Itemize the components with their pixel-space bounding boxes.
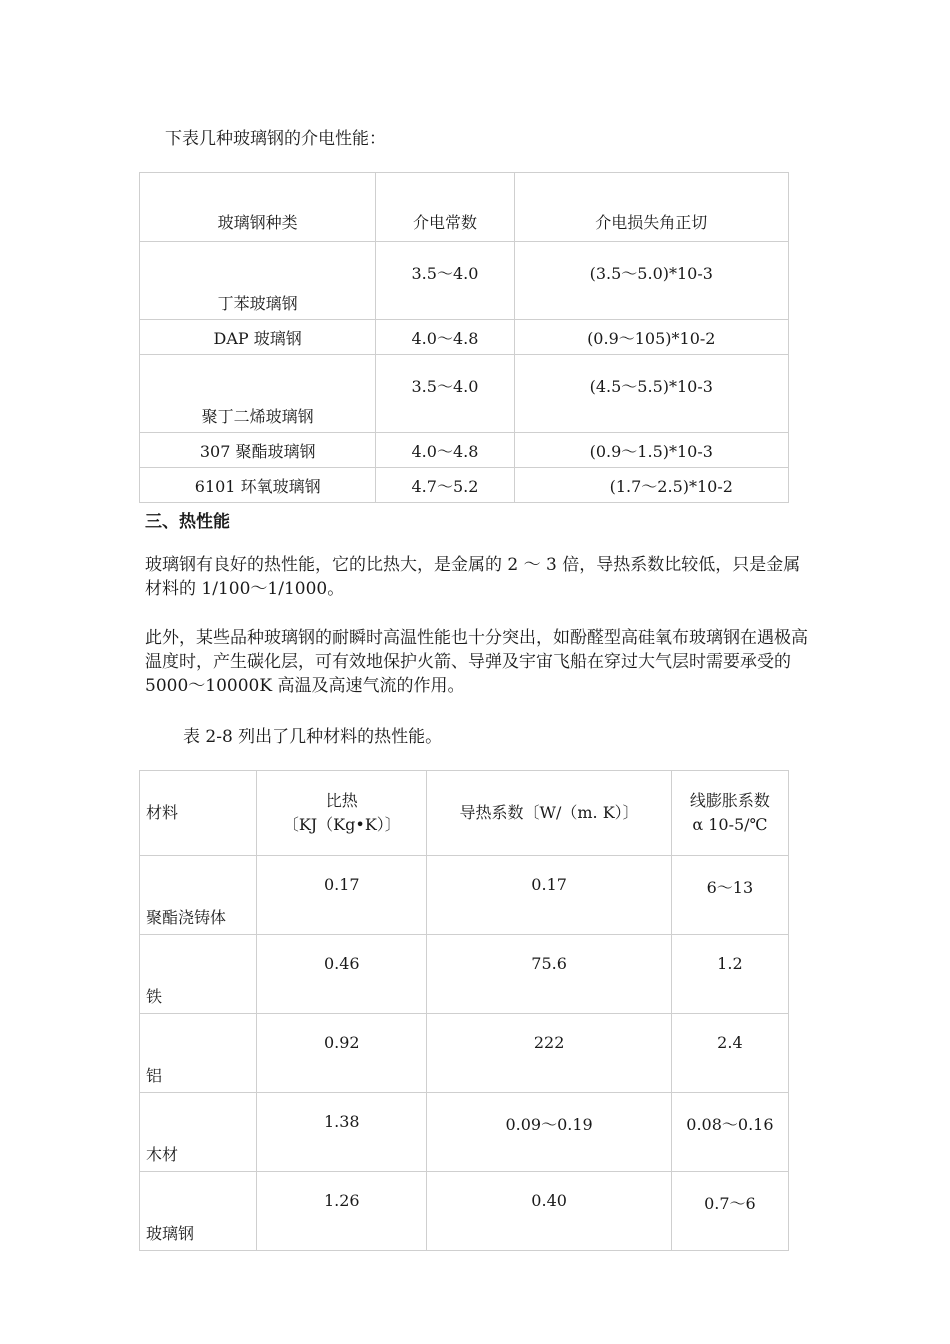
table-caption: 表 2-8 列出了几种材料的热性能。 (183, 727, 443, 747)
paragraph-high-temp: 此外，某些品种玻璃钢的耐瞬时高温性能也十分突出，如酚醛型高硅氧布玻璃钢在遇极高温度时，产生碳化层，可有效地保护火箭、导弹及宇宙飞船在穿过大气层时需要承受的 5000～10000K 高温及高速气流的作用。 (145, 628, 808, 696)
cell-specific-heat: 0.46 (257, 935, 427, 1014)
cell-conductivity: 222 (427, 1014, 671, 1093)
cell-material: 木材 (140, 1093, 257, 1172)
table-row (140, 320, 789, 355)
cell-type: DAP 玻璃钢 (140, 320, 376, 355)
cell-expansion: 6～13 (671, 856, 788, 935)
table-row (140, 433, 789, 468)
cell-specific-heat: 0.17 (257, 856, 427, 935)
table-row (140, 1172, 789, 1251)
cell-constant: 3.5～4.0 (376, 242, 514, 320)
cell-expansion: 0.08～0.16 (671, 1093, 788, 1172)
cell-type: 6101 环氧玻璃钢 (140, 468, 376, 503)
table-row (140, 468, 789, 503)
cell-expansion: 0.7～6 (671, 1172, 788, 1251)
cell-tangent: (3.5～5.0)*10-3 (514, 242, 788, 320)
cell-specific-heat: 1.26 (257, 1172, 427, 1251)
header-loss-tangent: 介电损失角正切 (514, 173, 788, 242)
header-expansion (671, 771, 788, 856)
cell-conductivity: 0.09～0.19 (427, 1093, 671, 1172)
header-type: 玻璃钢种类 (140, 173, 376, 242)
dielectric-table (139, 172, 789, 503)
cell-tangent: (0.9～1.5)*10-3 (514, 433, 788, 468)
cell-tangent: (4.5～5.5)*10-3 (514, 355, 788, 433)
header-expansion-line1: 线膨胀系数 (689, 791, 770, 810)
cell-tangent: (0.9～105)*10-2 (514, 320, 788, 355)
table-row (140, 1093, 789, 1172)
cell-type: 聚丁二烯玻璃钢 (140, 355, 376, 433)
header-material: 材料 (140, 771, 257, 856)
cell-constant: 4.0～4.8 (376, 433, 514, 468)
cell-type: 307 聚酯玻璃钢 (140, 433, 376, 468)
cell-tangent: (1.7～2.5)*10-2 (514, 468, 788, 503)
cell-material: 聚酯浇铸体 (140, 856, 257, 935)
cell-conductivity: 75.6 (427, 935, 671, 1014)
table-header-row (140, 771, 789, 856)
header-dielectric-constant: 介电常数 (376, 173, 514, 242)
cell-constant: 4.0～4.8 (376, 320, 514, 355)
table-row (140, 856, 789, 935)
table-header-row (140, 173, 789, 242)
cell-expansion: 1.2 (671, 935, 788, 1014)
header-specific-heat (257, 771, 427, 856)
cell-type: 丁苯玻璃钢 (140, 242, 376, 320)
table-row (140, 935, 789, 1014)
cell-material: 铝 (140, 1014, 257, 1093)
header-specific-heat-line1: 比热 (325, 791, 358, 810)
paragraph-thermal: 玻璃钢有良好的热性能，它的比热大，是金属的 2 ～ 3 倍，导热系数比较低，只是金属材料的 1/100～1/1000。 (145, 555, 801, 599)
cell-conductivity: 0.40 (427, 1172, 671, 1251)
section-heading: 三、热性能 (145, 512, 230, 532)
table-row (140, 355, 789, 433)
cell-expansion: 2.4 (671, 1014, 788, 1093)
thermal-table (139, 770, 789, 1251)
cell-constant: 3.5～4.0 (376, 355, 514, 433)
cell-material: 玻璃钢 (140, 1172, 257, 1251)
header-specific-heat-line2: 〔KJ（Kg•K）〕 (282, 815, 401, 834)
intro-text: 下表几种玻璃钢的介电性能： (165, 129, 386, 149)
cell-conductivity: 0.17 (427, 856, 671, 935)
table-row (140, 1014, 789, 1093)
cell-specific-heat: 0.92 (257, 1014, 427, 1093)
header-expansion-line2: α 10-5/℃ (692, 815, 768, 834)
table-row (140, 242, 789, 320)
cell-constant: 4.7～5.2 (376, 468, 514, 503)
cell-material: 铁 (140, 935, 257, 1014)
header-conductivity: 导热系数〔W/（m. K）〕 (427, 771, 671, 856)
cell-specific-heat: 1.38 (257, 1093, 427, 1172)
